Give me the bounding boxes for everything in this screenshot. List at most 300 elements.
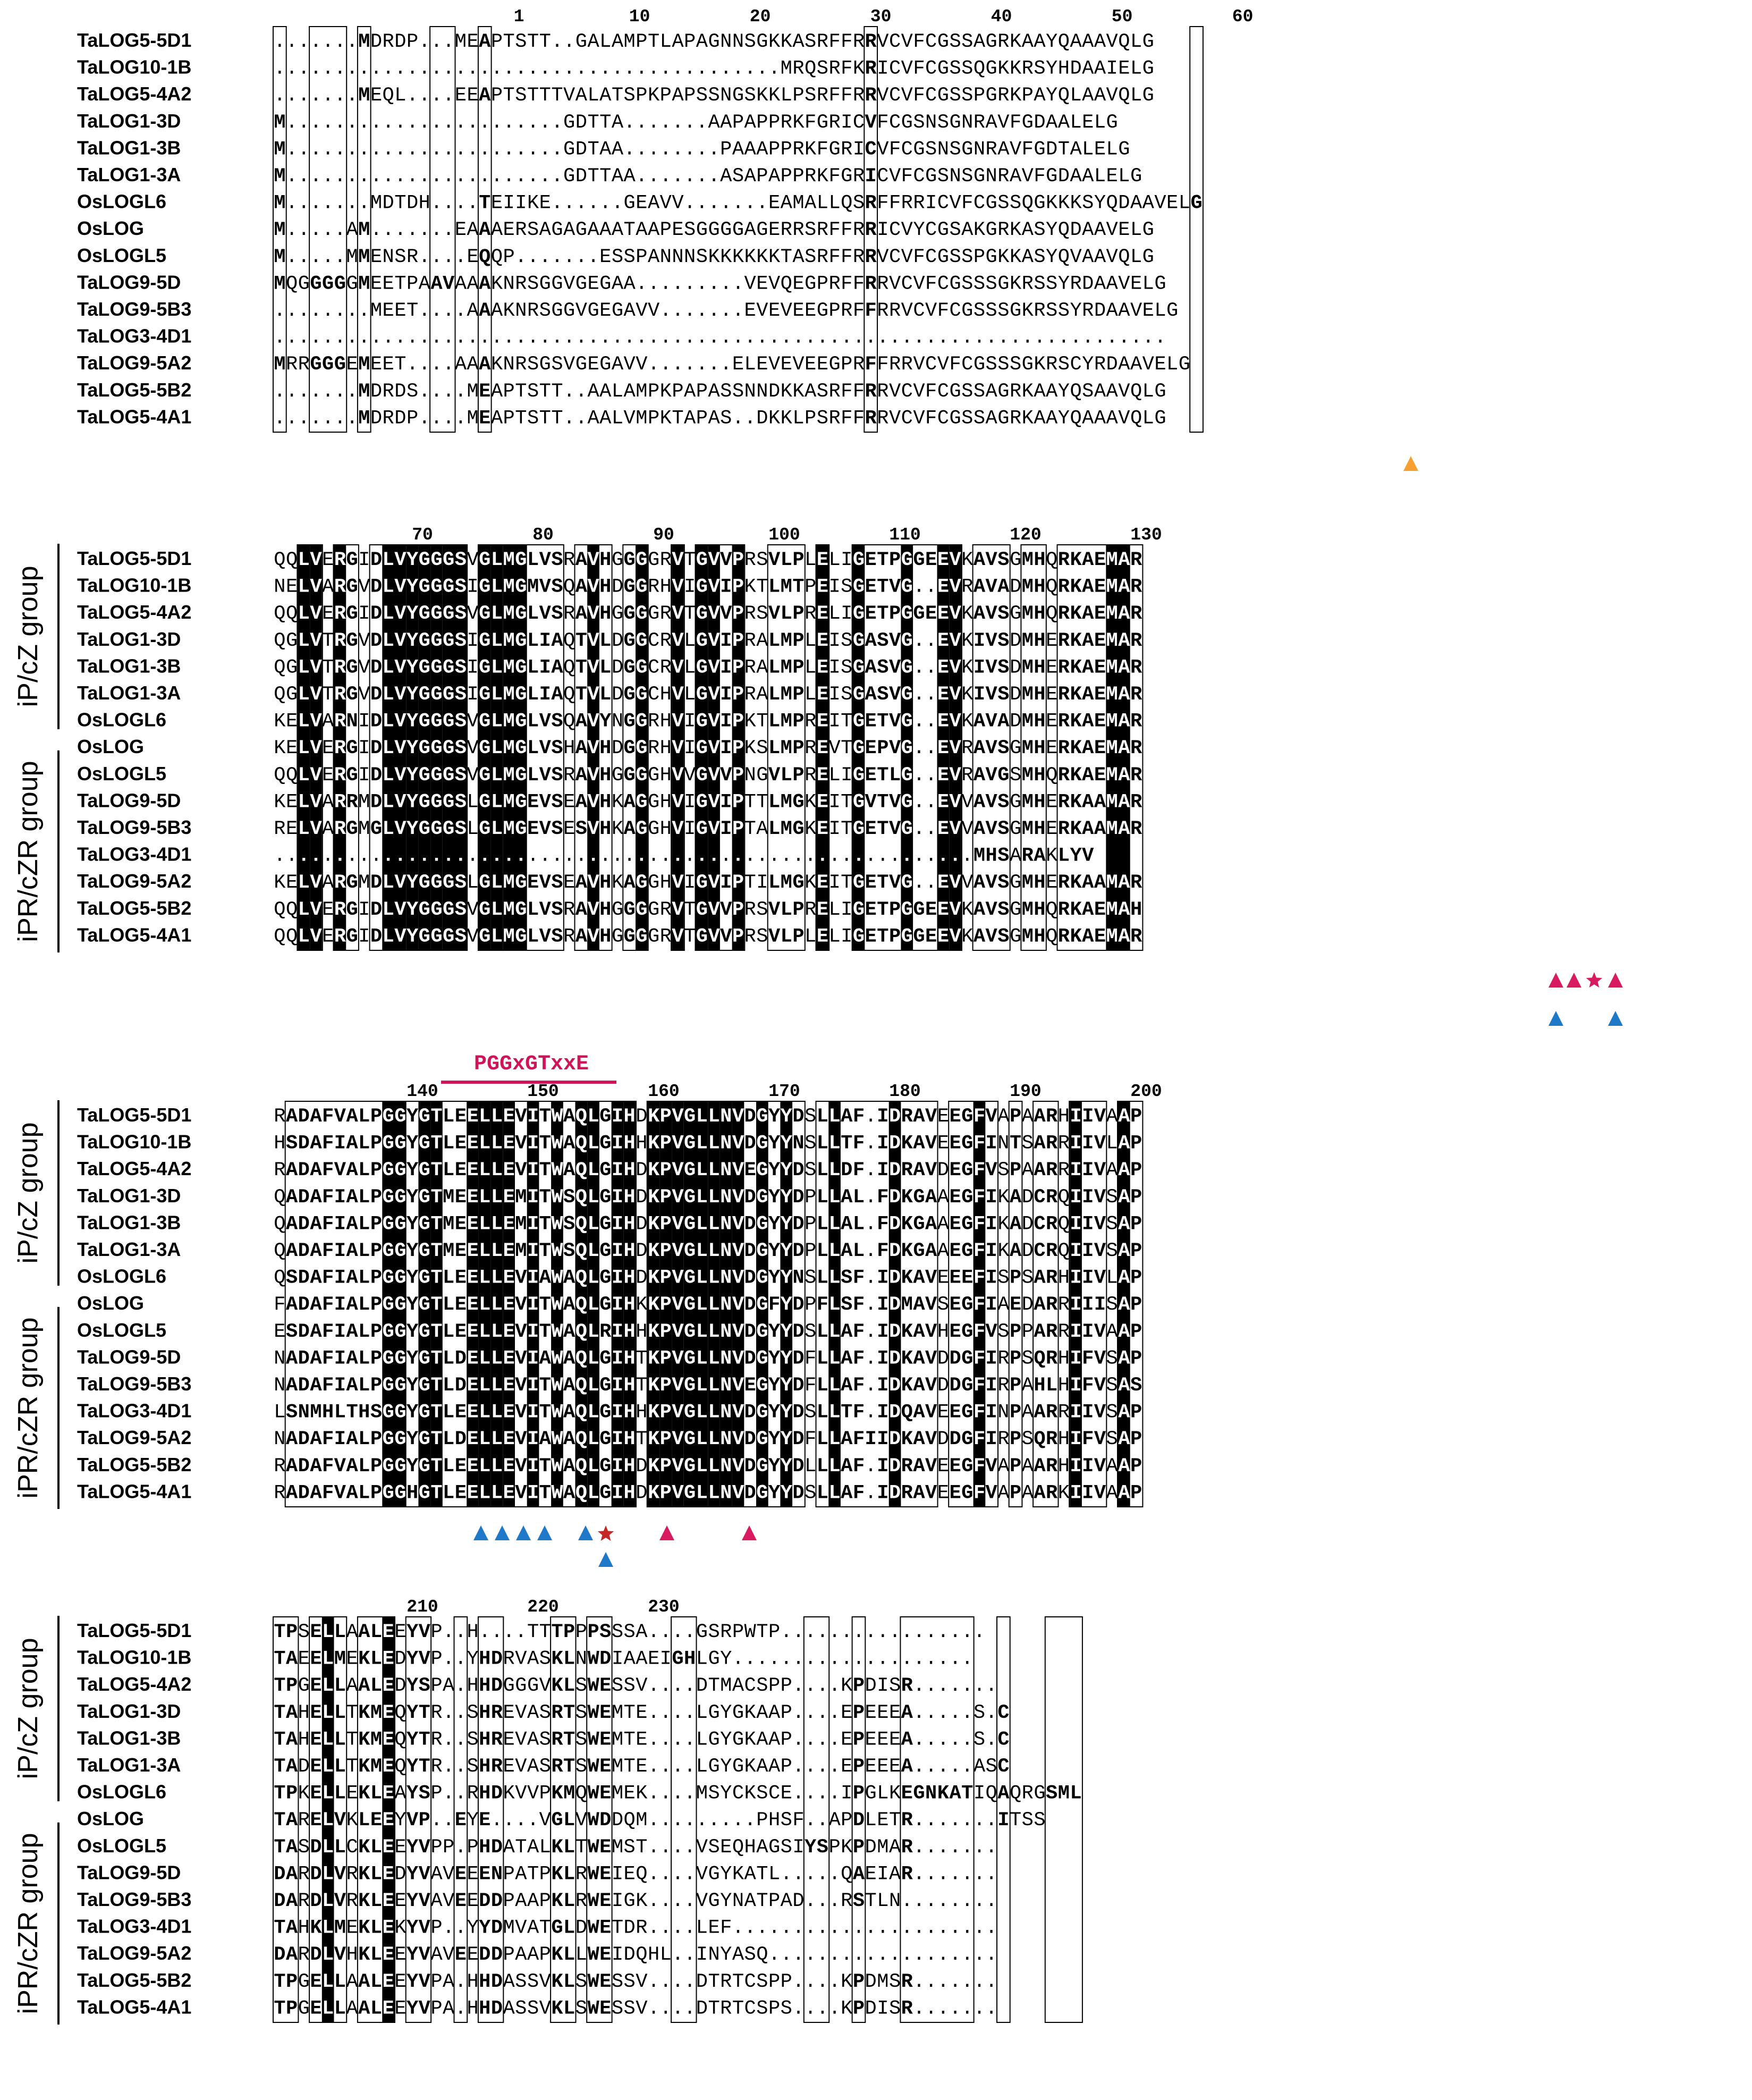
residue: G xyxy=(298,1971,310,1993)
residue: . xyxy=(286,300,298,322)
residue: . xyxy=(443,300,454,322)
residue: P xyxy=(853,1971,865,1993)
residue: . xyxy=(383,165,394,188)
residue: . xyxy=(660,112,672,134)
residue: T xyxy=(684,899,696,921)
residue: R xyxy=(334,818,346,840)
residue: D xyxy=(599,1648,611,1671)
residue: . xyxy=(394,219,406,241)
residue: . xyxy=(913,872,925,894)
residue: K xyxy=(744,1728,757,1751)
residue: M xyxy=(274,273,285,295)
residue: V xyxy=(539,899,552,921)
residue: G xyxy=(768,1836,780,1859)
residue: . xyxy=(961,1675,973,1697)
residue: R xyxy=(1046,1428,1058,1450)
residue: I xyxy=(684,711,696,733)
residue: F xyxy=(853,1347,865,1370)
residue: M xyxy=(1106,549,1118,571)
residue: . xyxy=(865,1402,877,1424)
residue: S xyxy=(624,1971,636,1993)
residue: E xyxy=(865,925,877,948)
residue: A xyxy=(744,1890,757,1912)
residue: L xyxy=(877,1890,888,1912)
residue: . xyxy=(310,327,321,349)
position-number: 170 xyxy=(768,1082,800,1101)
residue: R xyxy=(986,138,997,161)
residue: G xyxy=(708,1890,720,1912)
residue: L xyxy=(383,656,394,679)
residue: I xyxy=(527,1374,539,1397)
residue: I xyxy=(539,684,551,706)
residue: . xyxy=(455,1971,467,1993)
residue: W xyxy=(551,1133,563,1155)
residue: E xyxy=(792,300,804,322)
residue: S xyxy=(455,791,467,813)
residue: G xyxy=(1142,219,1154,241)
residue: P xyxy=(1010,1428,1021,1450)
residue: P xyxy=(672,381,683,403)
residue: K xyxy=(974,219,986,241)
residue: G xyxy=(443,576,454,598)
residue: L xyxy=(708,1106,720,1128)
residue: R xyxy=(828,381,840,403)
residue: K xyxy=(648,1294,660,1316)
residue: G xyxy=(599,1240,611,1262)
residue: . xyxy=(346,845,358,867)
residue: S xyxy=(298,1621,310,1643)
residue: V xyxy=(961,791,973,813)
residue: . xyxy=(684,1756,696,1778)
residue: V xyxy=(467,603,478,625)
residue: R xyxy=(901,1106,913,1128)
residue: E xyxy=(527,791,539,813)
residue: V xyxy=(672,1374,684,1397)
residue: T xyxy=(756,791,768,813)
residue: D xyxy=(298,1455,310,1478)
residue: N xyxy=(925,112,937,134)
residue: S xyxy=(551,549,563,571)
residue: . xyxy=(503,112,515,134)
residue: V xyxy=(539,872,552,894)
residue: . xyxy=(708,165,720,188)
residue: K xyxy=(1010,273,1022,295)
residue: . xyxy=(720,192,732,215)
residue: . xyxy=(503,1809,515,1832)
residue: V xyxy=(768,925,781,948)
residue: G xyxy=(648,764,659,787)
residue: I xyxy=(684,818,696,840)
residue: G xyxy=(419,1402,430,1424)
residue: L xyxy=(491,1267,503,1289)
residue: . xyxy=(407,165,418,188)
residue: E xyxy=(1046,818,1057,840)
residue: . xyxy=(720,845,732,867)
residue: D xyxy=(407,192,418,215)
residue: G xyxy=(986,192,997,215)
residue: S xyxy=(624,246,636,268)
residue: V xyxy=(986,1159,998,1182)
residue: E xyxy=(467,1267,478,1289)
residue: A xyxy=(563,1455,575,1478)
residue: K xyxy=(1022,407,1034,429)
residue: T xyxy=(756,1863,768,1885)
residue: K xyxy=(901,1428,913,1450)
residue: G xyxy=(575,353,587,376)
residue: G xyxy=(696,630,708,652)
residue: . xyxy=(407,327,418,349)
residue: D xyxy=(1010,630,1021,652)
residue: G xyxy=(394,1213,406,1235)
residue: F xyxy=(1082,1347,1094,1370)
residue: R xyxy=(383,407,394,429)
residue: H xyxy=(407,1482,418,1504)
residue: R xyxy=(1130,818,1142,840)
residue: . xyxy=(298,246,310,268)
residue: D xyxy=(298,1213,310,1235)
residue: . xyxy=(648,1971,659,1993)
residue: . xyxy=(828,1648,840,1671)
residue: F xyxy=(974,1428,985,1450)
residue: V xyxy=(636,300,647,322)
residue: . xyxy=(479,112,490,134)
residue: L xyxy=(322,1863,334,1885)
residue: S xyxy=(1022,1133,1034,1155)
residue: . xyxy=(853,845,865,867)
residue: L xyxy=(889,764,901,787)
residue: D xyxy=(636,1186,647,1209)
residue: C xyxy=(648,656,659,679)
residue: F xyxy=(925,407,937,429)
residue: . xyxy=(515,165,527,188)
residue: S xyxy=(467,1728,478,1751)
residue: H xyxy=(986,845,997,867)
residue: . xyxy=(419,85,430,107)
residue: T xyxy=(781,246,792,268)
residue: . xyxy=(805,845,816,867)
residue: L xyxy=(587,1482,599,1504)
residue: A xyxy=(346,1482,358,1504)
residue: . xyxy=(828,327,840,349)
residue: D xyxy=(479,1944,490,1966)
residue: Y xyxy=(1046,85,1057,107)
residue: K xyxy=(1034,353,1046,376)
residue: P xyxy=(539,1863,551,1885)
residue: A xyxy=(599,85,612,107)
residue: W xyxy=(587,1836,599,1859)
residue: V xyxy=(684,764,696,787)
residue: T xyxy=(756,711,768,733)
residue: P xyxy=(660,1159,672,1182)
residue: K xyxy=(1022,300,1034,322)
residue: . xyxy=(937,1728,949,1751)
residue: R xyxy=(805,899,816,921)
residue: P xyxy=(430,1917,442,1939)
residue: Q xyxy=(394,1756,406,1778)
residue: S xyxy=(805,1267,816,1289)
residue: S xyxy=(286,1402,298,1424)
residue: G xyxy=(479,872,490,894)
residue: T xyxy=(841,818,852,840)
residue: . xyxy=(419,845,430,867)
residue: A xyxy=(1118,1374,1130,1397)
residue: A xyxy=(1022,219,1034,241)
residue: E xyxy=(322,764,334,787)
residue: . xyxy=(527,327,539,349)
residue: E xyxy=(394,1971,406,1993)
residue: A xyxy=(1082,407,1094,429)
residue: L xyxy=(370,1971,382,1993)
sequence-name: TaLOG5-5D1 xyxy=(77,1620,191,1641)
residue: R xyxy=(805,711,816,733)
residue: D xyxy=(889,1159,901,1182)
residue: Y xyxy=(407,872,419,894)
residue: L xyxy=(781,764,792,787)
residue: P xyxy=(1010,1267,1021,1289)
residue: G xyxy=(515,872,527,894)
residue: Y xyxy=(781,1213,793,1235)
residue: P xyxy=(1010,1455,1021,1478)
residue: E xyxy=(937,1455,949,1478)
residue: Y xyxy=(781,1186,793,1209)
residue: L xyxy=(370,1783,382,1805)
residue: V xyxy=(419,1648,431,1671)
residue: . xyxy=(1130,327,1142,349)
residue: F xyxy=(974,1374,985,1397)
residue: S xyxy=(551,925,563,948)
residue: S xyxy=(575,1675,587,1697)
residue: I xyxy=(986,1186,997,1209)
residue: H xyxy=(599,818,611,840)
residue: I xyxy=(841,1783,852,1805)
residue: K xyxy=(551,1648,563,1671)
residue: V xyxy=(1010,138,1021,161)
residue: R xyxy=(805,165,816,188)
residue: F xyxy=(322,1347,334,1370)
residue: . xyxy=(901,1890,913,1912)
residue: I xyxy=(612,1890,623,1912)
residue: L xyxy=(298,576,310,598)
residue: H xyxy=(1058,1455,1070,1478)
residue: F xyxy=(865,300,877,322)
residue: W xyxy=(587,1809,599,1832)
residue: E xyxy=(1094,737,1106,760)
residue: M xyxy=(358,246,370,268)
residue: H xyxy=(1034,656,1045,679)
sequence-name: TaLOG9-5B3 xyxy=(77,298,191,320)
residue: Y xyxy=(407,1455,419,1478)
residue: F xyxy=(877,192,888,215)
residue: M xyxy=(1022,925,1034,948)
residue: M xyxy=(1106,656,1118,679)
residue: A xyxy=(286,1106,298,1128)
residue: V xyxy=(394,711,407,733)
residue: G xyxy=(937,31,949,53)
residue: A xyxy=(913,1482,925,1504)
residue: S xyxy=(986,273,997,295)
residue: V xyxy=(768,603,781,625)
residue: D xyxy=(491,1783,503,1805)
residue: K xyxy=(648,1106,660,1128)
residue: D xyxy=(370,576,382,598)
residue: P xyxy=(430,1836,442,1859)
residue: G xyxy=(394,1402,406,1424)
residue: G xyxy=(575,31,587,53)
residue: A xyxy=(346,1347,358,1370)
residue: V xyxy=(1106,31,1118,53)
residue: I xyxy=(877,1863,888,1885)
residue: E xyxy=(744,1374,756,1397)
residue: S xyxy=(467,1702,478,1724)
residue: . xyxy=(419,381,430,403)
residue: R xyxy=(1046,1213,1058,1235)
position-number: 160 xyxy=(648,1082,679,1101)
residue: S xyxy=(696,85,708,107)
residue: G xyxy=(648,818,659,840)
residue: . xyxy=(889,1648,901,1671)
residue: T xyxy=(539,1186,551,1209)
residue: S xyxy=(1106,1213,1118,1235)
residue: A xyxy=(756,138,768,161)
residue: I xyxy=(877,1402,888,1424)
residue: . xyxy=(986,1971,997,1993)
residue: V xyxy=(696,1863,708,1885)
residue: . xyxy=(756,58,768,80)
residue: Y xyxy=(768,1321,781,1343)
residue: G xyxy=(515,549,527,571)
residue: . xyxy=(274,407,285,429)
residue: G xyxy=(684,1455,696,1478)
residue: E xyxy=(383,1728,394,1751)
residue: P xyxy=(889,899,901,921)
residue: G xyxy=(853,684,865,706)
residue: G xyxy=(853,603,865,625)
residue: K xyxy=(889,1783,901,1805)
residue: V xyxy=(587,818,599,840)
residue: E xyxy=(1094,138,1106,161)
residue: L xyxy=(696,1702,708,1724)
residue: G xyxy=(599,1106,611,1128)
residue: L xyxy=(817,192,828,215)
residue: C xyxy=(925,85,937,107)
residue: R xyxy=(1130,737,1142,760)
sequence-name: TaLOG1-3D xyxy=(77,1700,181,1722)
residue: L xyxy=(1179,192,1190,215)
residue: V xyxy=(1154,192,1166,215)
residue: A xyxy=(563,1106,575,1128)
residue: S xyxy=(997,1159,1009,1182)
residue: G xyxy=(841,165,852,188)
residue: P xyxy=(732,656,744,679)
residue: . xyxy=(539,845,551,867)
residue: L xyxy=(527,656,539,679)
residue: L xyxy=(370,1836,382,1859)
residue: . xyxy=(974,1944,985,1966)
residue: Y xyxy=(479,1917,491,1939)
residue: A xyxy=(286,1702,298,1724)
residue: S xyxy=(997,899,1009,921)
residue: A xyxy=(346,1267,358,1289)
residue: A xyxy=(322,576,334,598)
residue: N xyxy=(720,1428,732,1450)
residue: E xyxy=(937,1402,949,1424)
residue: T xyxy=(394,192,406,215)
residue: F xyxy=(322,1159,334,1182)
residue: E xyxy=(383,353,394,376)
residue: . xyxy=(913,1890,925,1912)
residue: G xyxy=(961,138,973,161)
residue: E xyxy=(383,1836,394,1859)
residue: C xyxy=(865,138,877,161)
residue: . xyxy=(925,1890,937,1912)
residue: L xyxy=(768,818,780,840)
residue: A xyxy=(925,1213,937,1235)
residue: . xyxy=(865,1267,877,1289)
residue: F xyxy=(889,192,901,215)
residue: G xyxy=(901,549,913,571)
residue: E xyxy=(467,1863,478,1885)
residue: S xyxy=(563,1213,575,1235)
residue: . xyxy=(419,219,430,241)
residue: R xyxy=(1046,353,1057,376)
residue: S xyxy=(986,1756,997,1778)
residue: G xyxy=(575,219,587,241)
residue: A xyxy=(1082,737,1094,760)
residue: L xyxy=(491,1482,503,1504)
residue: G xyxy=(383,1213,394,1235)
residue: E xyxy=(708,1917,720,1939)
residue: . xyxy=(684,1783,696,1805)
residue: V xyxy=(889,818,901,840)
residue: G xyxy=(624,711,636,733)
residue: S xyxy=(1010,764,1021,787)
residue: G xyxy=(684,1374,696,1397)
residue: T xyxy=(539,1133,551,1155)
residue: S xyxy=(407,381,418,403)
residue: L xyxy=(696,1374,708,1397)
residue: K xyxy=(901,1240,913,1262)
residue: H xyxy=(563,737,575,760)
sequence-name: TaLOG9-5B3 xyxy=(77,1888,191,1910)
residue: M xyxy=(370,192,382,215)
residue: T xyxy=(539,1917,551,1939)
residue: G xyxy=(708,31,720,53)
residue: A xyxy=(684,381,696,403)
residue: E xyxy=(1010,1294,1021,1316)
residue: . xyxy=(961,1997,973,2020)
residue: . xyxy=(925,764,937,787)
residue: . xyxy=(455,327,467,349)
residue: G xyxy=(684,1133,696,1155)
residue: V xyxy=(889,684,901,706)
residue: . xyxy=(756,1648,768,1671)
residue: G xyxy=(636,764,647,787)
residue: H xyxy=(599,899,611,921)
residue: . xyxy=(660,1997,672,2020)
residue: P xyxy=(974,85,985,107)
residue: W xyxy=(587,1917,599,1939)
residue: E xyxy=(322,603,334,625)
sequence-name: OsLOGL6 xyxy=(77,1781,166,1803)
residue: T xyxy=(792,576,804,598)
residue: A xyxy=(467,273,479,295)
residue: R xyxy=(877,300,888,322)
residue: . xyxy=(805,1783,816,1805)
residue: V xyxy=(925,300,937,322)
residue: V xyxy=(877,138,888,161)
residue: . xyxy=(286,381,298,403)
residue: G xyxy=(479,576,490,598)
